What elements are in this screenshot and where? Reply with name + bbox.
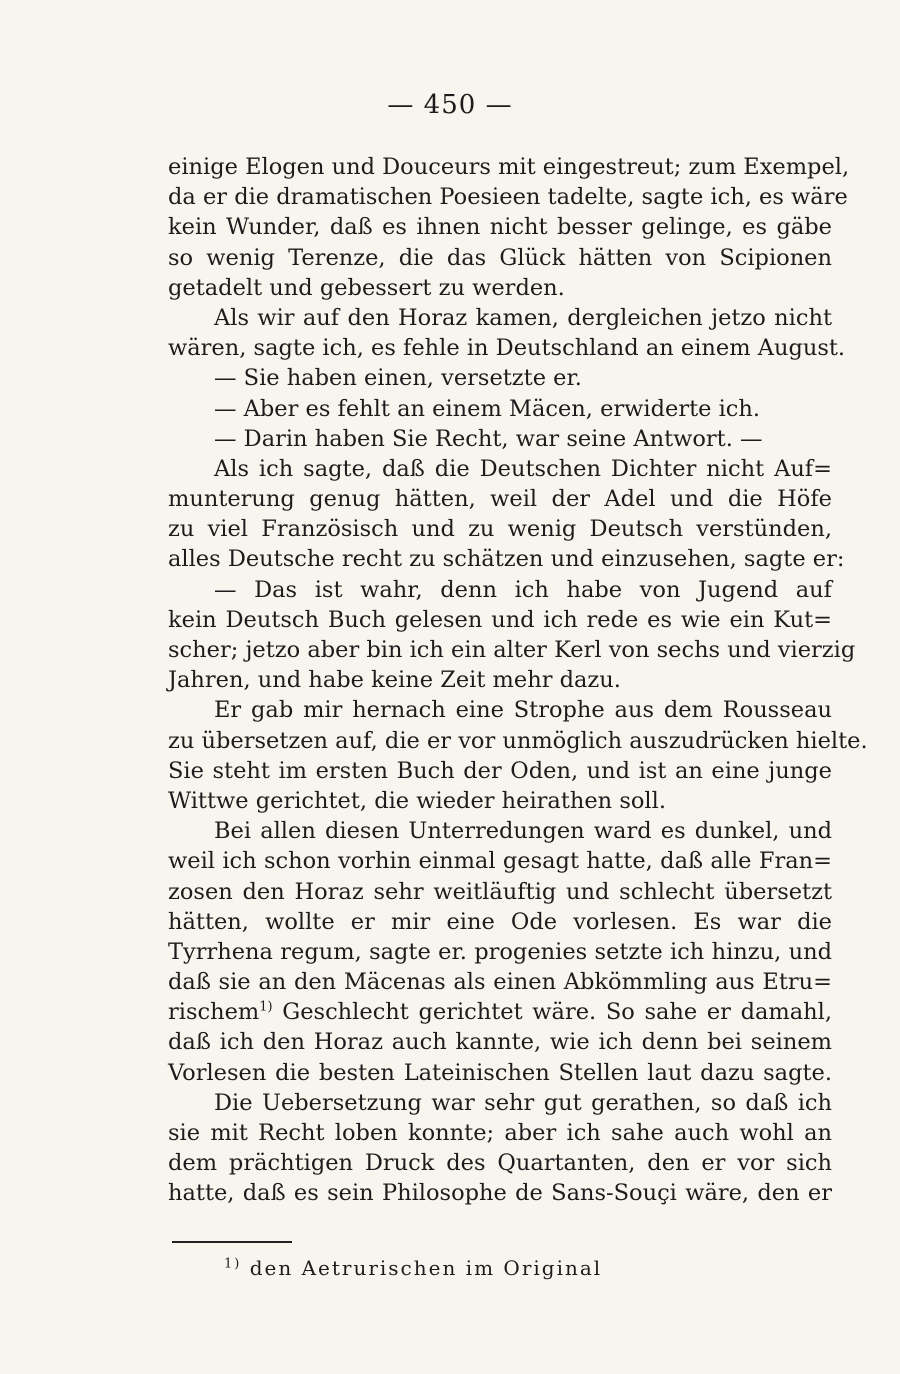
text-line: sie mit Recht loben konnte; aber ich sahe auch wohl an: [168, 1120, 832, 1146]
text-line: Bei allen diesen Unterredungen ward es dunkel, und: [214, 818, 832, 845]
text-line: hätten, wollte er mir eine Ode vorlesen. Es war die: [168, 908, 832, 935]
text-line: Er gab mir hernach eine Strophe aus dem Rousseau: [214, 697, 832, 724]
footnote-ref: 1): [259, 999, 273, 1015]
text-line: Vorlesen die besten Lateinischen Stellen laut dazu sagte.: [168, 1059, 832, 1086]
body-text: [168, 152, 868, 1209]
text-line: einige Elogen und Douceurs mit eingestreut; zum Exempel,: [168, 154, 850, 180]
footnote-text: den Aetrurischen im Original: [249, 1256, 603, 1280]
text-line: — Das ist wahr, denn ich habe von Jugend auf: [214, 576, 832, 603]
text-line: Als ich sagte, daß die Deutschen Dichter nicht Auf=: [214, 455, 832, 482]
text-line: hatte, daß es sein Philosophe de Sans-Souçi wäre, den er: [168, 1180, 832, 1207]
text-line: zu übersetzen auf, die er vor unmöglich auszudrücken hielte.: [168, 727, 868, 754]
text-line: dem prächtigen Druck des Quartanten, den er vor sich: [168, 1150, 832, 1177]
text-line: da er die dramatischen Poesieen tadelte, sagte ich, es wäre: [168, 184, 848, 211]
text-line: Jahren, und habe keine Zeit mehr dazu.: [168, 667, 621, 694]
text-line: zosen den Horaz sehr weitläuftig und schlecht übersetzt: [168, 878, 832, 905]
footnote-divider: [172, 1241, 292, 1243]
text-fragment: Geschlecht gerichtet wäre. So sahe er damahl,: [282, 999, 832, 1026]
text-line: weil ich schon vorhin einmal gesagt hatte, daß alle Fran=: [168, 848, 832, 875]
text-line: getadelt und gebessert zu werden.: [168, 274, 565, 301]
footnote: [224, 1256, 602, 1280]
text-line: daß ich den Horaz auch kannte, wie ich denn bei seinem: [168, 1029, 832, 1056]
footnote-marker: 1): [224, 1256, 242, 1272]
text-line: wären, sagte ich, es fehle in Deutschland an einem August.: [168, 335, 846, 362]
text-line: zu viel Französisch und zu wenig Deutsch verstünden,: [168, 516, 832, 543]
text-line: so wenig Terenze, die das Glück hätten von Scipionen: [168, 244, 832, 271]
text-line: scher; jetzo aber bin ich ein alter Kerl von sechs und vierzig: [168, 637, 856, 663]
text-fragment: rischem: [168, 999, 260, 1026]
text-line: — Sie haben einen, versetzte er.: [214, 365, 582, 392]
text-line: — Aber es fehlt an einem Mäcen, erwiderte ich.: [214, 395, 761, 422]
text-line: Sie steht im ersten Buch der Oden, und ist an eine junge: [168, 757, 832, 784]
text-line: Als wir auf den Horaz kamen, dergleichen jetzo nicht: [214, 304, 832, 331]
text-line: kein Deutsch Buch gelesen und ich rede es wie ein Kut=: [168, 606, 832, 633]
text-line-with-footnote-ref: [168, 997, 832, 1027]
text-line: daß sie an den Mäcenas als einen Abkömmling aus Etru=: [168, 969, 832, 996]
text-line: — Darin haben Sie Recht, war seine Antwort. —: [214, 425, 763, 452]
text-line: Tyrrhena regum, sagte er. progenies setzte ich hinzu, und: [168, 938, 832, 965]
page-number: — 450 —: [387, 90, 513, 120]
text-line: kein Wunder, daß es ihnen nicht besser gelinge, es gäbe: [168, 214, 832, 241]
text-line: Wittwe gerichtet, die wieder heirathen soll.: [168, 787, 666, 814]
text-line: Die Uebersetzung war sehr gut gerathen, so daß ich: [214, 1089, 832, 1116]
text-line: munterung genug hätten, weil der Adel und die Höfe: [168, 486, 832, 513]
text-line: alles Deutsche recht zu schätzen und einzusehen, sagte er:: [168, 546, 845, 573]
